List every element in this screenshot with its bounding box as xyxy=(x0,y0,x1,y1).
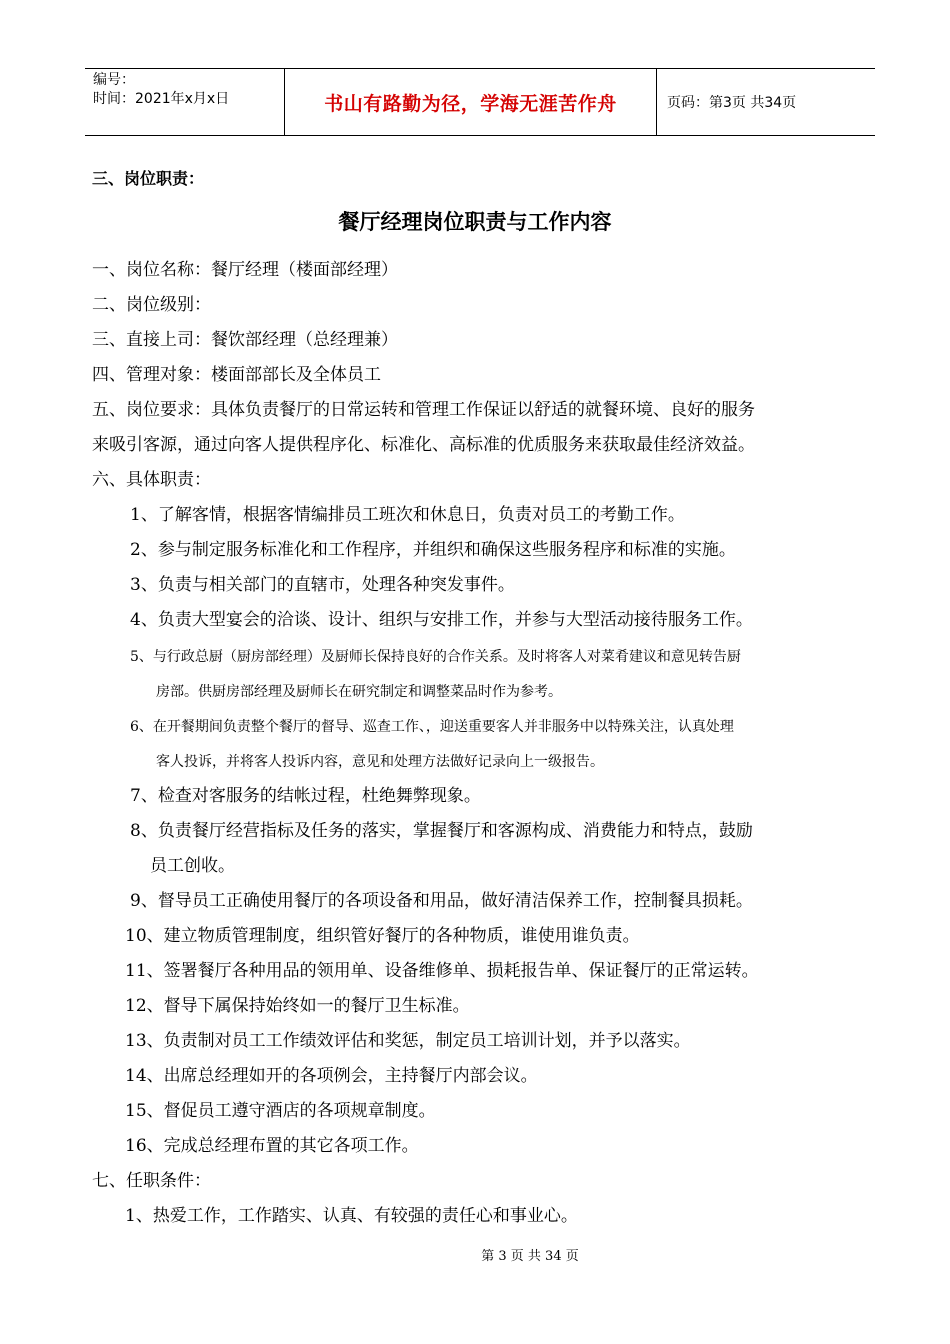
duty-item-continuation: 房部。供厨房部经理及厨师长在研究制定和调整菜品时作为参考。 xyxy=(156,684,562,700)
body-line: 四、管理对象：楼面部部长及全体员工 xyxy=(92,365,381,385)
header-meta-cell xyxy=(85,69,285,135)
duty-item: 16、完成总经理布置的其它各项工作。 xyxy=(125,1136,419,1156)
duty-item-continuation: 客人投诉，并将客人投诉内容，意见和处理方法做好记录向上一级报告。 xyxy=(156,754,604,770)
body-line: 三、直接上司：餐饮部经理（总经理兼） xyxy=(92,330,398,350)
header-motto: 书山有路勤为径，学海无涯苦作舟 xyxy=(285,69,657,135)
document-title: 餐厅经理岗位职责与工作内容 xyxy=(338,210,612,234)
header-table xyxy=(85,68,875,136)
document-number-label: 编号： xyxy=(93,72,135,88)
duty-item: 15、督促员工遵守酒店的各项规章制度。 xyxy=(125,1101,436,1121)
duty-item: 8、负责餐厅经营指标及任务的落实，掌握餐厅和客源构成、消费能力和特点，鼓励 xyxy=(130,821,753,841)
duty-item: 12、督导下属保持始终如一的餐厅卫生标准。 xyxy=(125,996,470,1016)
body-line: 七、任职条件： xyxy=(92,1171,211,1191)
body-line: 六、具体职责： xyxy=(92,470,211,490)
duty-item: 10、建立物质管理制度，组织管好餐厅的各种物质，谁使用谁负责。 xyxy=(125,926,640,946)
document-time-label: 时间：2021年x月x日 xyxy=(93,91,230,107)
body-line: 五、岗位要求：具体负责餐厅的日常运转和管理工作保证以舒适的就餐环境、良好的服务 xyxy=(92,400,755,420)
duty-item: 5、与行政总厨（厨房部经理）及厨师长保持良好的合作关系。及时将客人对菜肴建议和意见转告厨 xyxy=(130,649,741,665)
duty-item: 13、负责制对员工工作绩效评估和奖惩，制定员工培训计划，并予以落实。 xyxy=(125,1031,691,1051)
header-page-info: 页码：第3页 共34页 xyxy=(667,95,797,111)
duty-item-continuation: 员工创收。 xyxy=(150,856,235,876)
duty-item: 4、负责大型宴会的洽谈、设计、组织与安排工作，并参与大型活动接待服务工作。 xyxy=(130,610,753,630)
page-footer: 第 3 页 共 34 页 xyxy=(481,1249,579,1264)
duty-item: 2、参与制定服务标准化和工作程序，并组织和确保这些服务程序和标准的实施。 xyxy=(130,540,736,560)
duty-item: 14、出席总经理如开的各项例会，主持餐厅内部会议。 xyxy=(125,1066,538,1086)
duty-item: 11、签署餐厅各种用品的领用单、设备维修单、损耗报告单、保证餐厅的正常运转。 xyxy=(125,961,759,981)
duty-item: 7、检查对客服务的结帐过程，杜绝舞弊现象。 xyxy=(130,786,481,806)
duty-item: 3、负责与相关部门的直辖市，处理各种突发事件。 xyxy=(130,575,515,595)
duty-item: 6、在开餐期间负责整个餐厅的督导、巡查工作、，迎送重要客人并非服务中以特殊关注，认真处理 xyxy=(130,719,734,735)
section-heading: 三、岗位职责： xyxy=(92,169,205,188)
qualification-item: 1、热爱工作，工作踏实、认真、有较强的责任心和事业心。 xyxy=(125,1206,578,1226)
duty-item: 9、督导员工正确使用餐厅的各项设备和用品，做好清洁保养工作，控制餐具损耗。 xyxy=(130,891,753,911)
duty-item: 1、了解客情，根据客情编排员工班次和休息日，负责对员工的考勤工作。 xyxy=(130,505,685,525)
body-line: 一、岗位名称：餐厅经理（楼面部经理） xyxy=(92,260,398,280)
body-line: 来吸引客源，通过向客人提供程序化、标准化、高标准的优质服务来获取最佳经济效益。 xyxy=(92,435,755,455)
body-line: 二、岗位级别： xyxy=(92,295,211,315)
